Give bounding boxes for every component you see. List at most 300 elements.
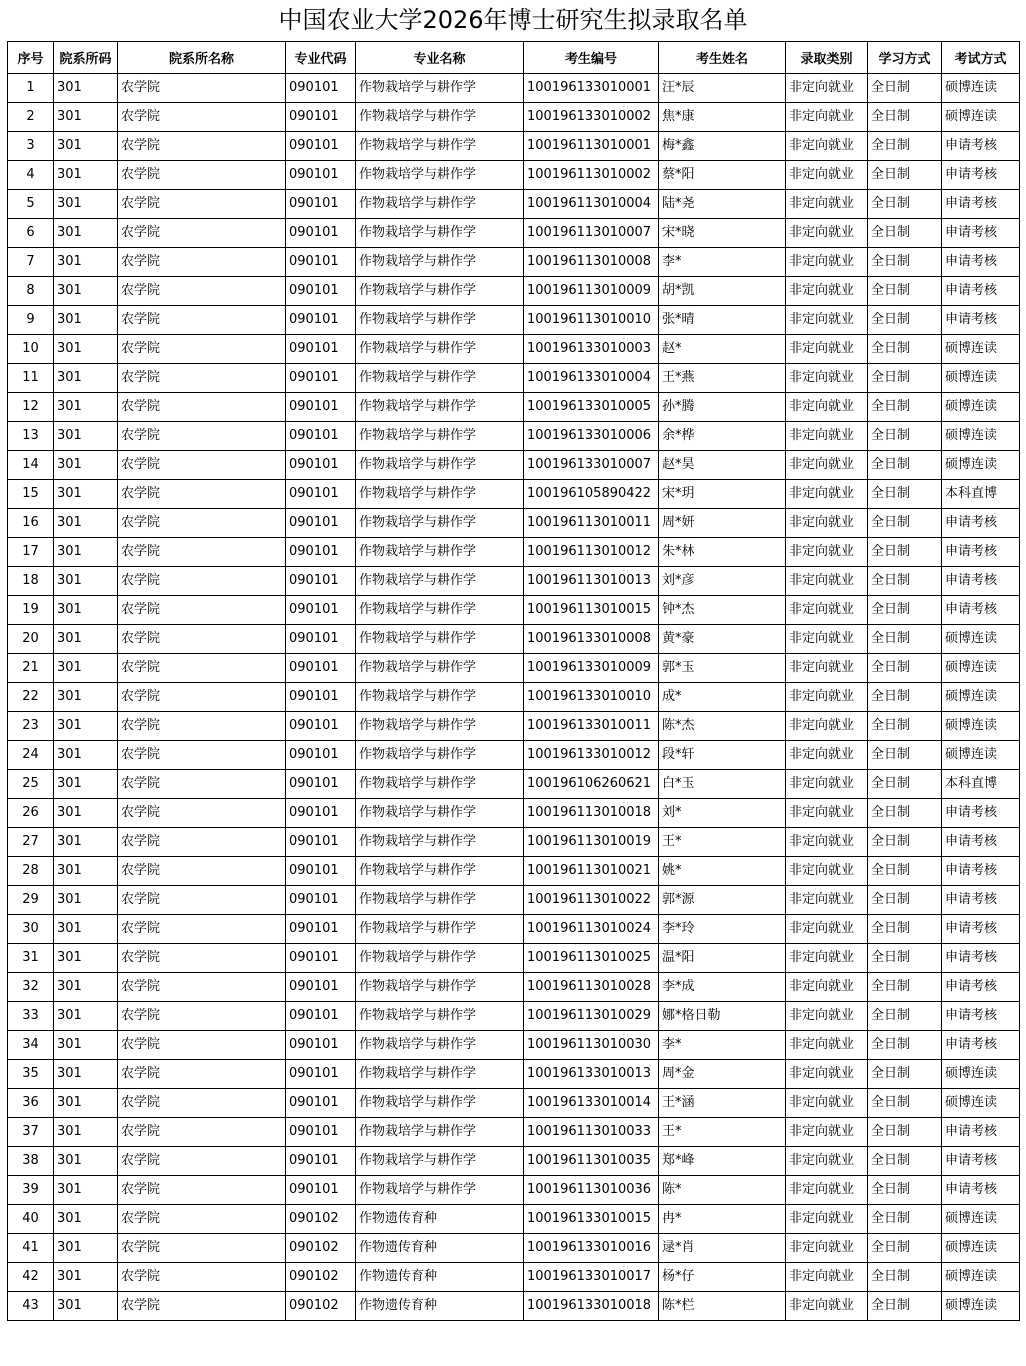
- col-name-cell: 梅*鑫: [659, 132, 786, 161]
- col-dept-name-cell: 农学院: [118, 1263, 286, 1292]
- table-row: [8, 944, 1020, 973]
- col-study-mode-cell: 全日制: [868, 422, 942, 451]
- col-dept-name-cell: 农学院: [118, 509, 286, 538]
- col-exam-id-cell: 100196113010008: [524, 248, 659, 277]
- col-index-cell: 32: [8, 973, 54, 1002]
- col-dept-name-cell: 农学院: [118, 248, 286, 277]
- col-index-cell: 9: [8, 306, 54, 335]
- col-study-mode-header: 学习方式: [868, 42, 942, 74]
- col-major-name-cell: 作物栽培学与耕作学: [356, 741, 524, 770]
- col-name-cell: 赵*昊: [659, 451, 786, 480]
- col-dept-code-cell: 301: [54, 393, 118, 422]
- col-index-cell: 18: [8, 567, 54, 596]
- col-category-cell: 非定向就业: [786, 741, 868, 770]
- col-dept-code-cell: 301: [54, 857, 118, 886]
- col-major-code-cell: 090101: [286, 741, 356, 770]
- col-major-name-cell: 作物栽培学与耕作学: [356, 915, 524, 944]
- col-name-cell: 刘*彦: [659, 567, 786, 596]
- col-category-cell: 非定向就业: [786, 973, 868, 1002]
- col-dept-name-cell: 农学院: [118, 741, 286, 770]
- col-study-mode-cell: 全日制: [868, 161, 942, 190]
- table-body: [8, 74, 1020, 1321]
- col-dept-code-header: 院系所码: [54, 42, 118, 74]
- col-name-cell: 刘*: [659, 799, 786, 828]
- col-dept-name-cell: 农学院: [118, 1089, 286, 1118]
- col-major-code-cell: 090101: [286, 248, 356, 277]
- table-row: [8, 538, 1020, 567]
- col-index-cell: 22: [8, 683, 54, 712]
- col-dept-code-cell: 301: [54, 1234, 118, 1263]
- table-row: [8, 828, 1020, 857]
- col-major-name-cell: 作物栽培学与耕作学: [356, 451, 524, 480]
- col-dept-code-cell: 301: [54, 741, 118, 770]
- col-name-cell: 郭*玉: [659, 654, 786, 683]
- col-dept-code-cell: 301: [54, 219, 118, 248]
- col-dept-code-cell: 301: [54, 654, 118, 683]
- col-exam-id-cell: 100196133010007: [524, 451, 659, 480]
- col-major-code-cell: 090102: [286, 1234, 356, 1263]
- col-dept-name-cell: 农学院: [118, 625, 286, 654]
- col-major-name-cell: 作物遗传育种: [356, 1263, 524, 1292]
- col-major-code-cell: 090101: [286, 944, 356, 973]
- col-index-cell: 3: [8, 132, 54, 161]
- table-row: [8, 973, 1020, 1002]
- col-major-name-cell: 作物栽培学与耕作学: [356, 596, 524, 625]
- col-exam-mode-cell: 硕博连读: [942, 335, 1020, 364]
- table-row: [8, 596, 1020, 625]
- col-study-mode-cell: 全日制: [868, 74, 942, 103]
- col-exam-id-cell: 100196113010011: [524, 509, 659, 538]
- col-category-cell: 非定向就业: [786, 1147, 868, 1176]
- col-major-code-cell: 090101: [286, 1176, 356, 1205]
- table-row: [8, 103, 1020, 132]
- col-dept-code-cell: 301: [54, 480, 118, 509]
- col-major-code-cell: 090101: [286, 625, 356, 654]
- col-category-cell: 非定向就业: [786, 915, 868, 944]
- col-index-cell: 12: [8, 393, 54, 422]
- col-major-name-cell: 作物栽培学与耕作学: [356, 219, 524, 248]
- col-dept-name-cell: 农学院: [118, 364, 286, 393]
- col-dept-name-cell: 农学院: [118, 1205, 286, 1234]
- table-row: [8, 190, 1020, 219]
- col-exam-mode-cell: 申请考核: [942, 219, 1020, 248]
- col-major-name-cell: 作物栽培学与耕作学: [356, 857, 524, 886]
- col-dept-code-cell: 301: [54, 683, 118, 712]
- col-exam-id-cell: 100196133010006: [524, 422, 659, 451]
- col-index-header: 序号: [8, 42, 54, 74]
- col-major-code-cell: 090101: [286, 683, 356, 712]
- col-study-mode-cell: 全日制: [868, 596, 942, 625]
- col-exam-id-cell: 100196133010009: [524, 654, 659, 683]
- col-exam-mode-cell: 硕博连读: [942, 654, 1020, 683]
- col-name-cell: 李*成: [659, 973, 786, 1002]
- col-index-cell: 40: [8, 1205, 54, 1234]
- col-index-cell: 37: [8, 1118, 54, 1147]
- col-name-cell: 周*妍: [659, 509, 786, 538]
- col-exam-id-cell: 100196113010001: [524, 132, 659, 161]
- col-name-cell: 李*玲: [659, 915, 786, 944]
- col-index-cell: 7: [8, 248, 54, 277]
- col-name-header: 考生姓名: [659, 42, 786, 74]
- col-exam-id-cell: 100196113010033: [524, 1118, 659, 1147]
- col-dept-name-cell: 农学院: [118, 132, 286, 161]
- col-exam-id-cell: 100196133010011: [524, 712, 659, 741]
- col-name-cell: 焦*康: [659, 103, 786, 132]
- table-row: [8, 393, 1020, 422]
- col-major-name-cell: 作物栽培学与耕作学: [356, 944, 524, 973]
- col-index-cell: 14: [8, 451, 54, 480]
- table-row: [8, 770, 1020, 799]
- col-study-mode-cell: 全日制: [868, 219, 942, 248]
- col-exam-mode-cell: 申请考核: [942, 132, 1020, 161]
- col-dept-name-cell: 农学院: [118, 654, 286, 683]
- col-major-name-cell: 作物栽培学与耕作学: [356, 654, 524, 683]
- col-dept-code-cell: 301: [54, 1060, 118, 1089]
- col-dept-name-cell: 农学院: [118, 1292, 286, 1321]
- col-category-cell: 非定向就业: [786, 161, 868, 190]
- col-index-cell: 34: [8, 1031, 54, 1060]
- col-index-cell: 24: [8, 741, 54, 770]
- col-index-cell: 21: [8, 654, 54, 683]
- col-name-cell: 陈*栏: [659, 1292, 786, 1321]
- col-name-cell: 余*桦: [659, 422, 786, 451]
- col-category-cell: 非定向就业: [786, 1002, 868, 1031]
- col-category-cell: 非定向就业: [786, 538, 868, 567]
- col-major-code-cell: 090101: [286, 364, 356, 393]
- col-category-cell: 非定向就业: [786, 1031, 868, 1060]
- col-dept-name-cell: 农学院: [118, 451, 286, 480]
- col-exam-mode-header: 考试方式: [942, 42, 1020, 74]
- table-row: [8, 886, 1020, 915]
- col-major-code-cell: 090101: [286, 1060, 356, 1089]
- col-study-mode-cell: 全日制: [868, 451, 942, 480]
- col-dept-code-cell: 301: [54, 944, 118, 973]
- col-dept-name-cell: 农学院: [118, 1118, 286, 1147]
- col-dept-name-cell: 农学院: [118, 1031, 286, 1060]
- col-study-mode-cell: 全日制: [868, 712, 942, 741]
- col-category-cell: 非定向就业: [786, 509, 868, 538]
- col-index-cell: 41: [8, 1234, 54, 1263]
- col-name-cell: 周*金: [659, 1060, 786, 1089]
- col-exam-mode-cell: 硕博连读: [942, 451, 1020, 480]
- col-study-mode-cell: 全日制: [868, 509, 942, 538]
- col-dept-code-cell: 301: [54, 1118, 118, 1147]
- col-major-name-cell: 作物栽培学与耕作学: [356, 1060, 524, 1089]
- col-category-cell: 非定向就业: [786, 683, 868, 712]
- col-exam-mode-cell: 申请考核: [942, 886, 1020, 915]
- col-major-code-cell: 090101: [286, 161, 356, 190]
- col-dept-code-cell: 301: [54, 422, 118, 451]
- col-dept-name-cell: 农学院: [118, 683, 286, 712]
- col-major-code-cell: 090101: [286, 509, 356, 538]
- col-index-cell: 39: [8, 1176, 54, 1205]
- col-exam-id-header: 考生编号: [524, 42, 659, 74]
- col-dept-name-cell: 农学院: [118, 103, 286, 132]
- table-row: [8, 1292, 1020, 1321]
- col-dept-name-cell: 农学院: [118, 190, 286, 219]
- col-name-cell: 李*: [659, 1031, 786, 1060]
- col-study-mode-cell: 全日制: [868, 1118, 942, 1147]
- col-dept-name-cell: 农学院: [118, 828, 286, 857]
- col-major-code-cell: 090101: [286, 886, 356, 915]
- col-category-cell: 非定向就业: [786, 596, 868, 625]
- col-exam-id-cell: 100196133010008: [524, 625, 659, 654]
- table-row: [8, 1031, 1020, 1060]
- col-category-cell: 非定向就业: [786, 567, 868, 596]
- table-row: [8, 1234, 1020, 1263]
- col-major-name-cell: 作物栽培学与耕作学: [356, 828, 524, 857]
- col-dept-name-cell: 农学院: [118, 74, 286, 103]
- col-name-cell: 蔡*阳: [659, 161, 786, 190]
- table-row: [8, 567, 1020, 596]
- col-index-cell: 10: [8, 335, 54, 364]
- col-major-code-cell: 090101: [286, 654, 356, 683]
- col-name-cell: 朱*林: [659, 538, 786, 567]
- table-row: [8, 451, 1020, 480]
- col-study-mode-cell: 全日制: [868, 1002, 942, 1031]
- col-exam-mode-cell: 本科直博: [942, 770, 1020, 799]
- col-major-name-cell: 作物栽培学与耕作学: [356, 132, 524, 161]
- col-index-cell: 11: [8, 364, 54, 393]
- col-exam-id-cell: 100196113010035: [524, 1147, 659, 1176]
- col-study-mode-cell: 全日制: [868, 103, 942, 132]
- table-row: [8, 1147, 1020, 1176]
- col-dept-name-cell: 农学院: [118, 1234, 286, 1263]
- col-study-mode-cell: 全日制: [868, 248, 942, 277]
- col-index-cell: 25: [8, 770, 54, 799]
- col-exam-mode-cell: 申请考核: [942, 596, 1020, 625]
- col-dept-code-cell: 301: [54, 538, 118, 567]
- table-row: [8, 74, 1020, 103]
- table-row: [8, 654, 1020, 683]
- col-exam-mode-cell: 申请考核: [942, 190, 1020, 219]
- col-dept-code-cell: 301: [54, 1205, 118, 1234]
- col-index-cell: 35: [8, 1060, 54, 1089]
- col-exam-mode-cell: 申请考核: [942, 915, 1020, 944]
- table-row: [8, 1118, 1020, 1147]
- col-dept-code-cell: 301: [54, 161, 118, 190]
- col-major-code-cell: 090101: [286, 915, 356, 944]
- col-name-cell: 孙*腾: [659, 393, 786, 422]
- col-exam-id-cell: 100196133010016: [524, 1234, 659, 1263]
- table-row: [8, 364, 1020, 393]
- col-major-code-cell: 090101: [286, 712, 356, 741]
- table-row: [8, 1205, 1020, 1234]
- col-study-mode-cell: 全日制: [868, 944, 942, 973]
- col-category-cell: 非定向就业: [786, 219, 868, 248]
- col-major-code-cell: 090101: [286, 799, 356, 828]
- col-exam-id-cell: 100196133010002: [524, 103, 659, 132]
- col-dept-name-cell: 农学院: [118, 277, 286, 306]
- col-name-cell: 宋*玥: [659, 480, 786, 509]
- col-index-cell: 2: [8, 103, 54, 132]
- col-dept-code-cell: 301: [54, 1292, 118, 1321]
- col-index-cell: 4: [8, 161, 54, 190]
- col-study-mode-cell: 全日制: [868, 1176, 942, 1205]
- col-dept-name-cell: 农学院: [118, 973, 286, 1002]
- table-row: [8, 915, 1020, 944]
- col-study-mode-cell: 全日制: [868, 857, 942, 886]
- col-name-cell: 李*: [659, 248, 786, 277]
- col-category-cell: 非定向就业: [786, 480, 868, 509]
- col-category-cell: 非定向就业: [786, 132, 868, 161]
- col-major-name-cell: 作物栽培学与耕作学: [356, 567, 524, 596]
- col-exam-id-cell: 100196113010013: [524, 567, 659, 596]
- col-dept-code-cell: 301: [54, 973, 118, 1002]
- table-row: [8, 683, 1020, 712]
- col-index-cell: 6: [8, 219, 54, 248]
- col-category-cell: 非定向就业: [786, 335, 868, 364]
- col-category-cell: 非定向就业: [786, 770, 868, 799]
- col-category-cell: 非定向就业: [786, 1060, 868, 1089]
- col-exam-mode-cell: 申请考核: [942, 538, 1020, 567]
- col-index-cell: 33: [8, 1002, 54, 1031]
- col-dept-code-cell: 301: [54, 103, 118, 132]
- col-dept-name-cell: 农学院: [118, 480, 286, 509]
- col-dept-name-cell: 农学院: [118, 596, 286, 625]
- col-major-code-cell: 090102: [286, 1205, 356, 1234]
- col-exam-id-cell: 100196133010015: [524, 1205, 659, 1234]
- col-study-mode-cell: 全日制: [868, 799, 942, 828]
- col-name-cell: 白*玉: [659, 770, 786, 799]
- col-major-code-cell: 090102: [286, 1292, 356, 1321]
- table-row: [8, 1176, 1020, 1205]
- col-exam-mode-cell: 硕博连读: [942, 1060, 1020, 1089]
- col-major-code-cell: 090101: [286, 1031, 356, 1060]
- table-row: [8, 1060, 1020, 1089]
- col-study-mode-cell: 全日制: [868, 306, 942, 335]
- col-name-cell: 陈*杰: [659, 712, 786, 741]
- col-dept-name-cell: 农学院: [118, 219, 286, 248]
- col-study-mode-cell: 全日制: [868, 625, 942, 654]
- col-major-code-cell: 090101: [286, 596, 356, 625]
- col-dept-name-cell: 农学院: [118, 799, 286, 828]
- col-dept-code-cell: 301: [54, 277, 118, 306]
- col-major-name-cell: 作物栽培学与耕作学: [356, 1089, 524, 1118]
- col-major-name-cell: 作物栽培学与耕作学: [356, 1002, 524, 1031]
- col-major-name-header: 专业名称: [356, 42, 524, 74]
- col-dept-name-cell: 农学院: [118, 306, 286, 335]
- col-major-name-cell: 作物栽培学与耕作学: [356, 886, 524, 915]
- table-row: [8, 625, 1020, 654]
- col-category-cell: 非定向就业: [786, 828, 868, 857]
- col-exam-id-cell: 100196113010009: [524, 277, 659, 306]
- col-index-cell: 29: [8, 886, 54, 915]
- col-dept-name-cell: 农学院: [118, 1060, 286, 1089]
- col-category-cell: 非定向就业: [786, 1118, 868, 1147]
- col-exam-id-cell: 100196113010012: [524, 538, 659, 567]
- col-exam-mode-cell: 硕博连读: [942, 1292, 1020, 1321]
- col-exam-mode-cell: 申请考核: [942, 1147, 1020, 1176]
- col-category-header: 录取类别: [786, 42, 868, 74]
- col-exam-mode-cell: 硕博连读: [942, 74, 1020, 103]
- col-dept-code-cell: 301: [54, 1031, 118, 1060]
- col-major-code-cell: 090101: [286, 451, 356, 480]
- col-dept-code-cell: 301: [54, 1002, 118, 1031]
- col-major-code-cell: 090102: [286, 1263, 356, 1292]
- col-study-mode-cell: 全日制: [868, 1234, 942, 1263]
- col-exam-mode-cell: 申请考核: [942, 799, 1020, 828]
- col-exam-id-cell: 100196133010005: [524, 393, 659, 422]
- col-exam-mode-cell: 硕博连读: [942, 1089, 1020, 1118]
- col-index-cell: 17: [8, 538, 54, 567]
- table-row: [8, 509, 1020, 538]
- table-row: [8, 799, 1020, 828]
- col-category-cell: 非定向就业: [786, 74, 868, 103]
- col-major-name-cell: 作物栽培学与耕作学: [356, 538, 524, 567]
- table-row: [8, 857, 1020, 886]
- col-name-cell: 赵*: [659, 335, 786, 364]
- col-exam-id-cell: 100196113010024: [524, 915, 659, 944]
- col-dept-code-cell: 301: [54, 451, 118, 480]
- page-title: 中国农业大学2026年博士研究生拟录取名单: [278, 6, 748, 34]
- col-major-code-cell: 090101: [286, 190, 356, 219]
- col-major-code-cell: 090101: [286, 74, 356, 103]
- col-exam-mode-cell: 申请考核: [942, 1002, 1020, 1031]
- col-category-cell: 非定向就业: [786, 306, 868, 335]
- col-major-code-cell: 090101: [286, 857, 356, 886]
- col-name-cell: 王*燕: [659, 364, 786, 393]
- col-major-code-cell: 090101: [286, 1002, 356, 1031]
- col-study-mode-cell: 全日制: [868, 654, 942, 683]
- col-name-cell: 姚*: [659, 857, 786, 886]
- col-major-code-cell: 090101: [286, 973, 356, 1002]
- col-index-cell: 15: [8, 480, 54, 509]
- col-index-cell: 20: [8, 625, 54, 654]
- col-exam-mode-cell: 申请考核: [942, 248, 1020, 277]
- admission-table: [7, 41, 1020, 1321]
- col-category-cell: 非定向就业: [786, 393, 868, 422]
- col-dept-code-cell: 301: [54, 306, 118, 335]
- col-major-name-cell: 作物栽培学与耕作学: [356, 509, 524, 538]
- col-category-cell: 非定向就业: [786, 190, 868, 219]
- col-dept-code-cell: 301: [54, 335, 118, 364]
- col-name-cell: 温*阳: [659, 944, 786, 973]
- col-dept-name-cell: 农学院: [118, 335, 286, 364]
- col-exam-id-cell: 100196113010007: [524, 219, 659, 248]
- col-exam-id-cell: 100196133010004: [524, 364, 659, 393]
- col-major-name-cell: 作物栽培学与耕作学: [356, 306, 524, 335]
- col-exam-mode-cell: 申请考核: [942, 828, 1020, 857]
- col-index-cell: 8: [8, 277, 54, 306]
- col-exam-id-cell: 100196113010021: [524, 857, 659, 886]
- col-category-cell: 非定向就业: [786, 886, 868, 915]
- col-exam-mode-cell: 硕博连读: [942, 364, 1020, 393]
- col-major-name-cell: 作物栽培学与耕作学: [356, 74, 524, 103]
- col-dept-code-cell: 301: [54, 625, 118, 654]
- col-dept-code-cell: 301: [54, 1147, 118, 1176]
- col-category-cell: 非定向就业: [786, 625, 868, 654]
- col-exam-id-cell: 100196133010014: [524, 1089, 659, 1118]
- col-exam-mode-cell: 硕博连读: [942, 422, 1020, 451]
- col-dept-name-cell: 农学院: [118, 944, 286, 973]
- col-dept-code-cell: 301: [54, 364, 118, 393]
- col-major-name-cell: 作物栽培学与耕作学: [356, 683, 524, 712]
- table-row: [8, 219, 1020, 248]
- col-category-cell: 非定向就业: [786, 451, 868, 480]
- col-dept-name-header: 院系所名称: [118, 42, 286, 74]
- col-index-cell: 16: [8, 509, 54, 538]
- col-name-cell: 钟*杰: [659, 596, 786, 625]
- table-row: [8, 741, 1020, 770]
- table-row: [8, 132, 1020, 161]
- col-major-code-cell: 090101: [286, 770, 356, 799]
- col-major-name-cell: 作物栽培学与耕作学: [356, 190, 524, 219]
- col-major-name-cell: 作物栽培学与耕作学: [356, 1176, 524, 1205]
- col-dept-code-cell: 301: [54, 74, 118, 103]
- col-major-code-cell: 090101: [286, 393, 356, 422]
- table-row: [8, 161, 1020, 190]
